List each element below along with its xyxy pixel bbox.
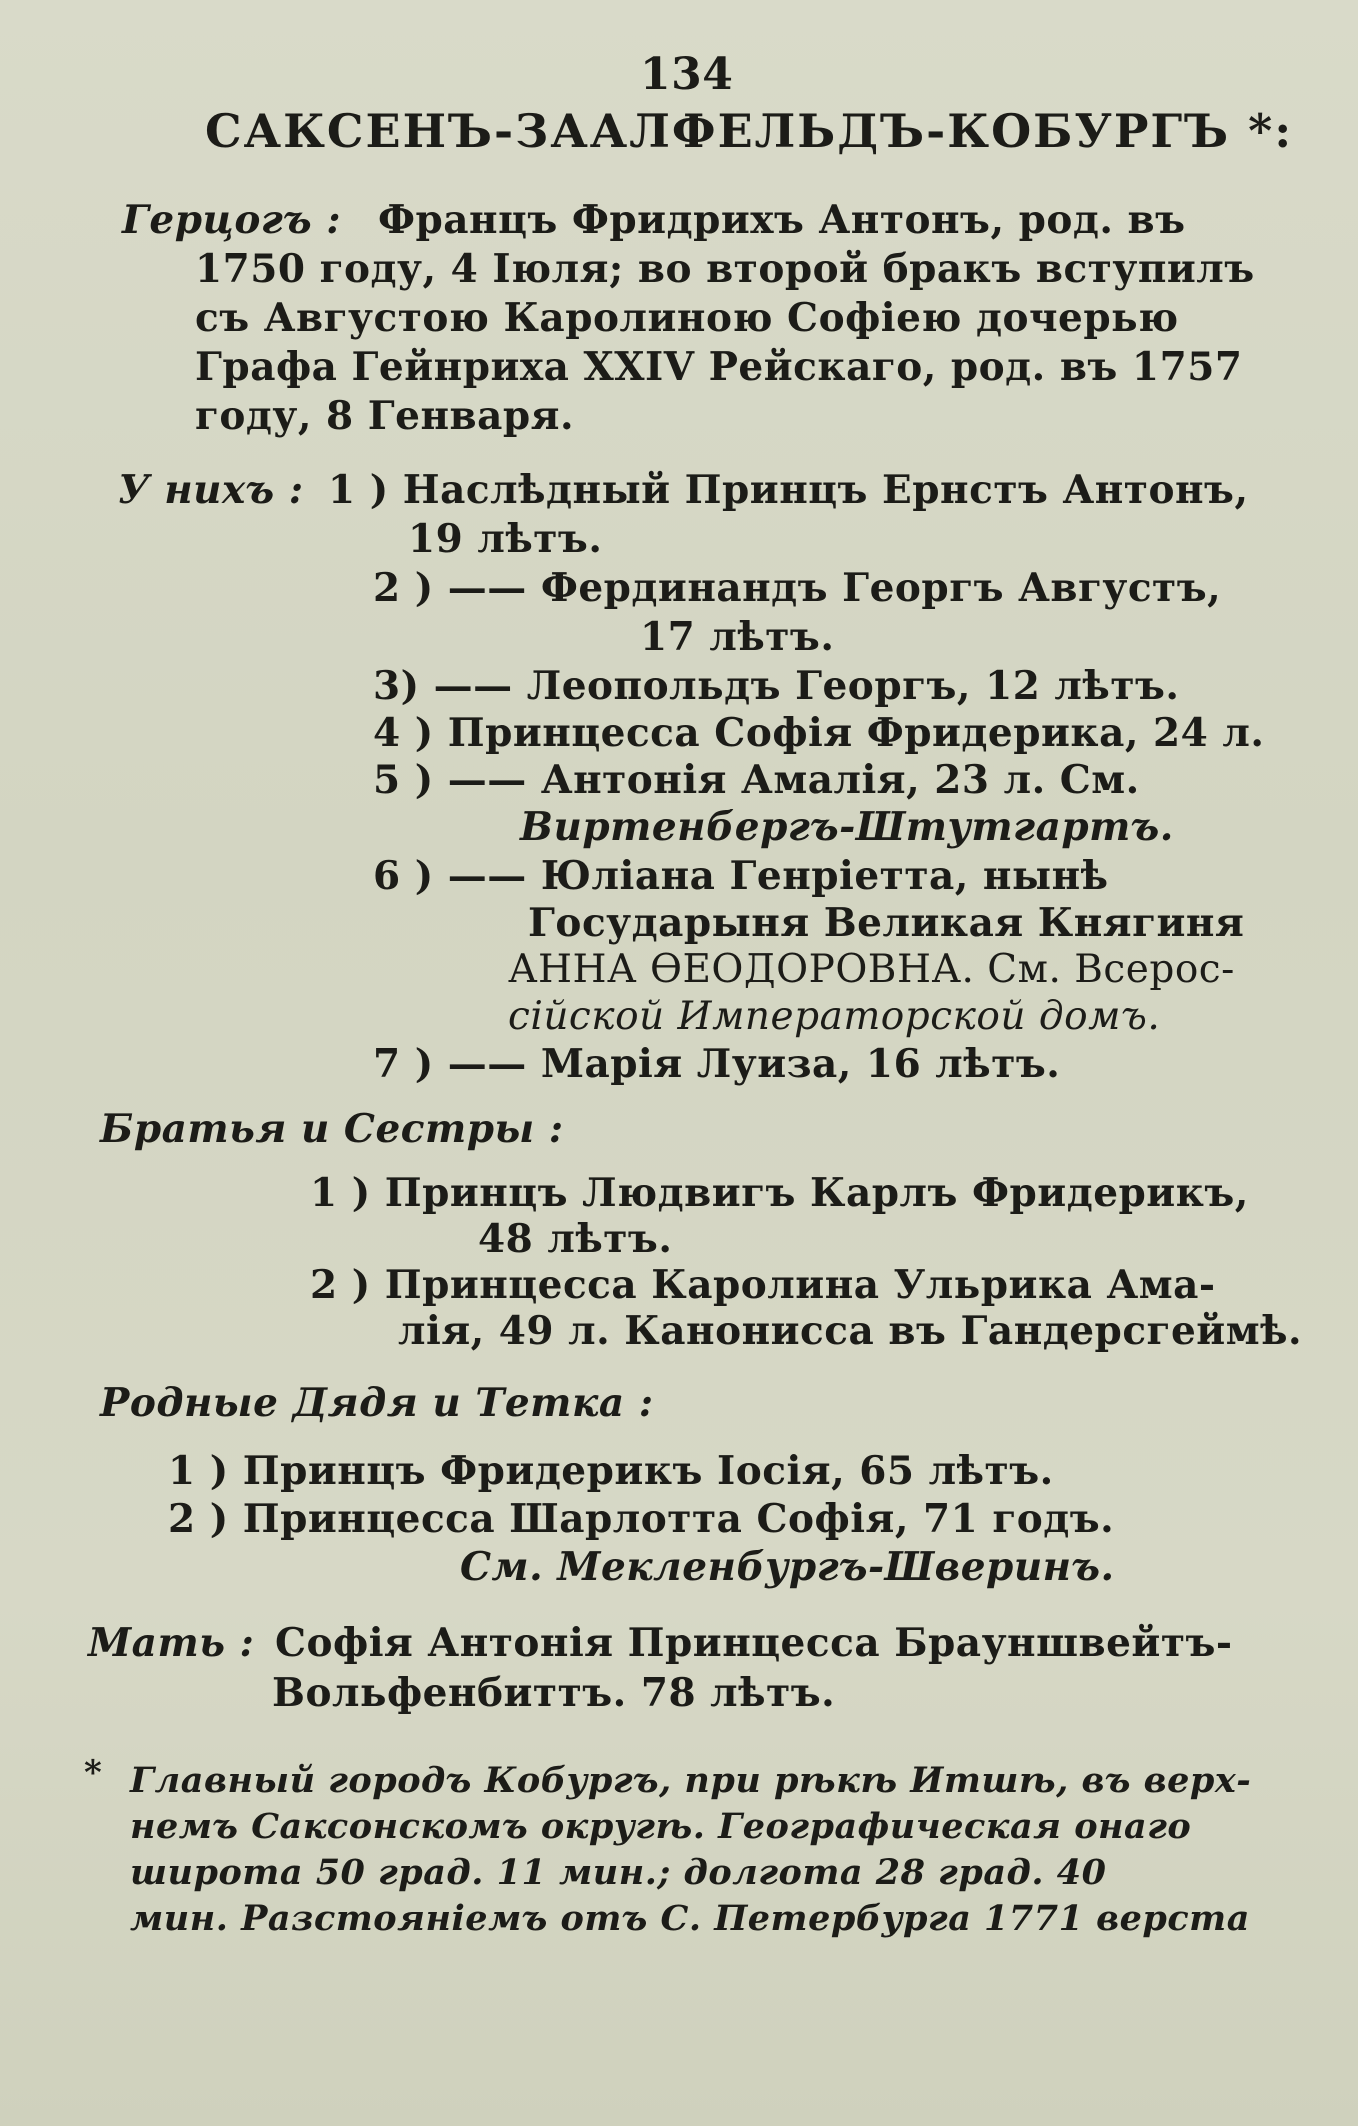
uncle-aunt-label: Родные Дядя и Тетка :: [100, 1380, 654, 1426]
footnote-line-3: широта 50 град. 11 мин.; долгота 28 град. 40: [130, 1852, 1107, 1893]
child-line-3: 2 ) —— Фердинандъ Георгъ Августъ,: [373, 565, 1222, 611]
duke-label: Герцогъ :: [122, 197, 342, 243]
uncle-aunt-line-1: 1 ) Принцъ Фридерикъ Іосія, 65 лѣтъ.: [168, 1448, 1054, 1494]
mother-label: Мать :: [88, 1620, 255, 1666]
child-line-10: Государыня Великая Княгиня: [528, 900, 1245, 946]
child-line-7: 5 ) —— Антонія Амалія, 23 л. См.: [373, 757, 1140, 803]
child-line-13: 7 ) —— Марія Луиза, 16 лѣтъ.: [373, 1041, 1061, 1087]
child-line-11: АННА ѲЕОДОРОВНА. См. Всерос-: [508, 947, 1235, 992]
duke-line-1: Францъ Фридрихъ Антонъ, род. въ: [378, 197, 1186, 243]
duke-line-3: съ Августою Каролиною Софіею дочерью: [195, 295, 1179, 341]
sibling-line-4: лія, 49 л. Канонисса въ Гандерсгеймѣ.: [398, 1308, 1303, 1354]
duke-line-4: Графа Гейнриха XXIV Рейскаго, род. въ 1757: [195, 344, 1243, 390]
child-line-5: 3) —— Леопольдъ Георгъ, 12 лѣтъ.: [373, 663, 1180, 709]
sibling-line-2: 48 лѣтъ.: [478, 1216, 673, 1262]
sibling-line-1: 1 ) Принцъ Людвигъ Карлъ Фридерикъ,: [310, 1170, 1249, 1216]
child-line-8: Виртенбергъ-Штутгартъ.: [520, 804, 1174, 850]
sibling-line-3: 2 ) Принцесса Каролина Ульрика Ама-: [310, 1262, 1216, 1308]
page-title: САКСЕНЪ-ЗААЛФЕЛЬДЪ-КОБУРГЪ *:: [205, 104, 1294, 158]
footnote-line-1: Главный городъ Кобургъ, при рѣкѣ Итшѣ, въ верх-: [130, 1760, 1252, 1801]
uncle-aunt-line-3: См. Мекленбургъ-Шверинъ.: [460, 1544, 1115, 1590]
mother-line-1: Софія Антонія Принцесса Брауншвейтъ-: [275, 1620, 1233, 1666]
footnote-line-2: немъ Саксонскомъ округѣ. Географическая онаго: [130, 1806, 1192, 1847]
uncle-aunt-line-2: 2 ) Принцесса Шарлотта Софія, 71 годъ.: [168, 1496, 1115, 1542]
child-line-6: 4 ) Принцесса Софія Фридерика, 24 л.: [373, 710, 1265, 756]
footnote-line-4: мин. Разстояніемъ отъ С. Петербурга 1771 верста: [130, 1898, 1250, 1939]
child-line-12: сійской Императорской домъ.: [508, 994, 1161, 1039]
page-number: 134: [640, 49, 734, 100]
duke-line-2: 1750 году, 4 Іюля; во второй бракъ вступилъ: [195, 246, 1255, 292]
child-line-2: 19 лѣтъ.: [408, 516, 603, 562]
child-line-4: 17 лѣтъ.: [640, 614, 835, 660]
duke-line-5: году, 8 Генваря.: [195, 393, 575, 439]
footnote-mark: *: [84, 1753, 103, 1793]
child-line-9: 6 ) —— Юліана Генріетта, нынѣ: [373, 853, 1109, 899]
children-label: У нихъ :: [118, 467, 304, 513]
child-line-1: 1 ) Наслѣдный Принцъ Ернстъ Антонъ,: [328, 467, 1249, 513]
mother-line-2: Вольфенбиттъ. 78 лѣтъ.: [272, 1670, 836, 1716]
siblings-label: Братья и Сестры :: [100, 1106, 564, 1152]
